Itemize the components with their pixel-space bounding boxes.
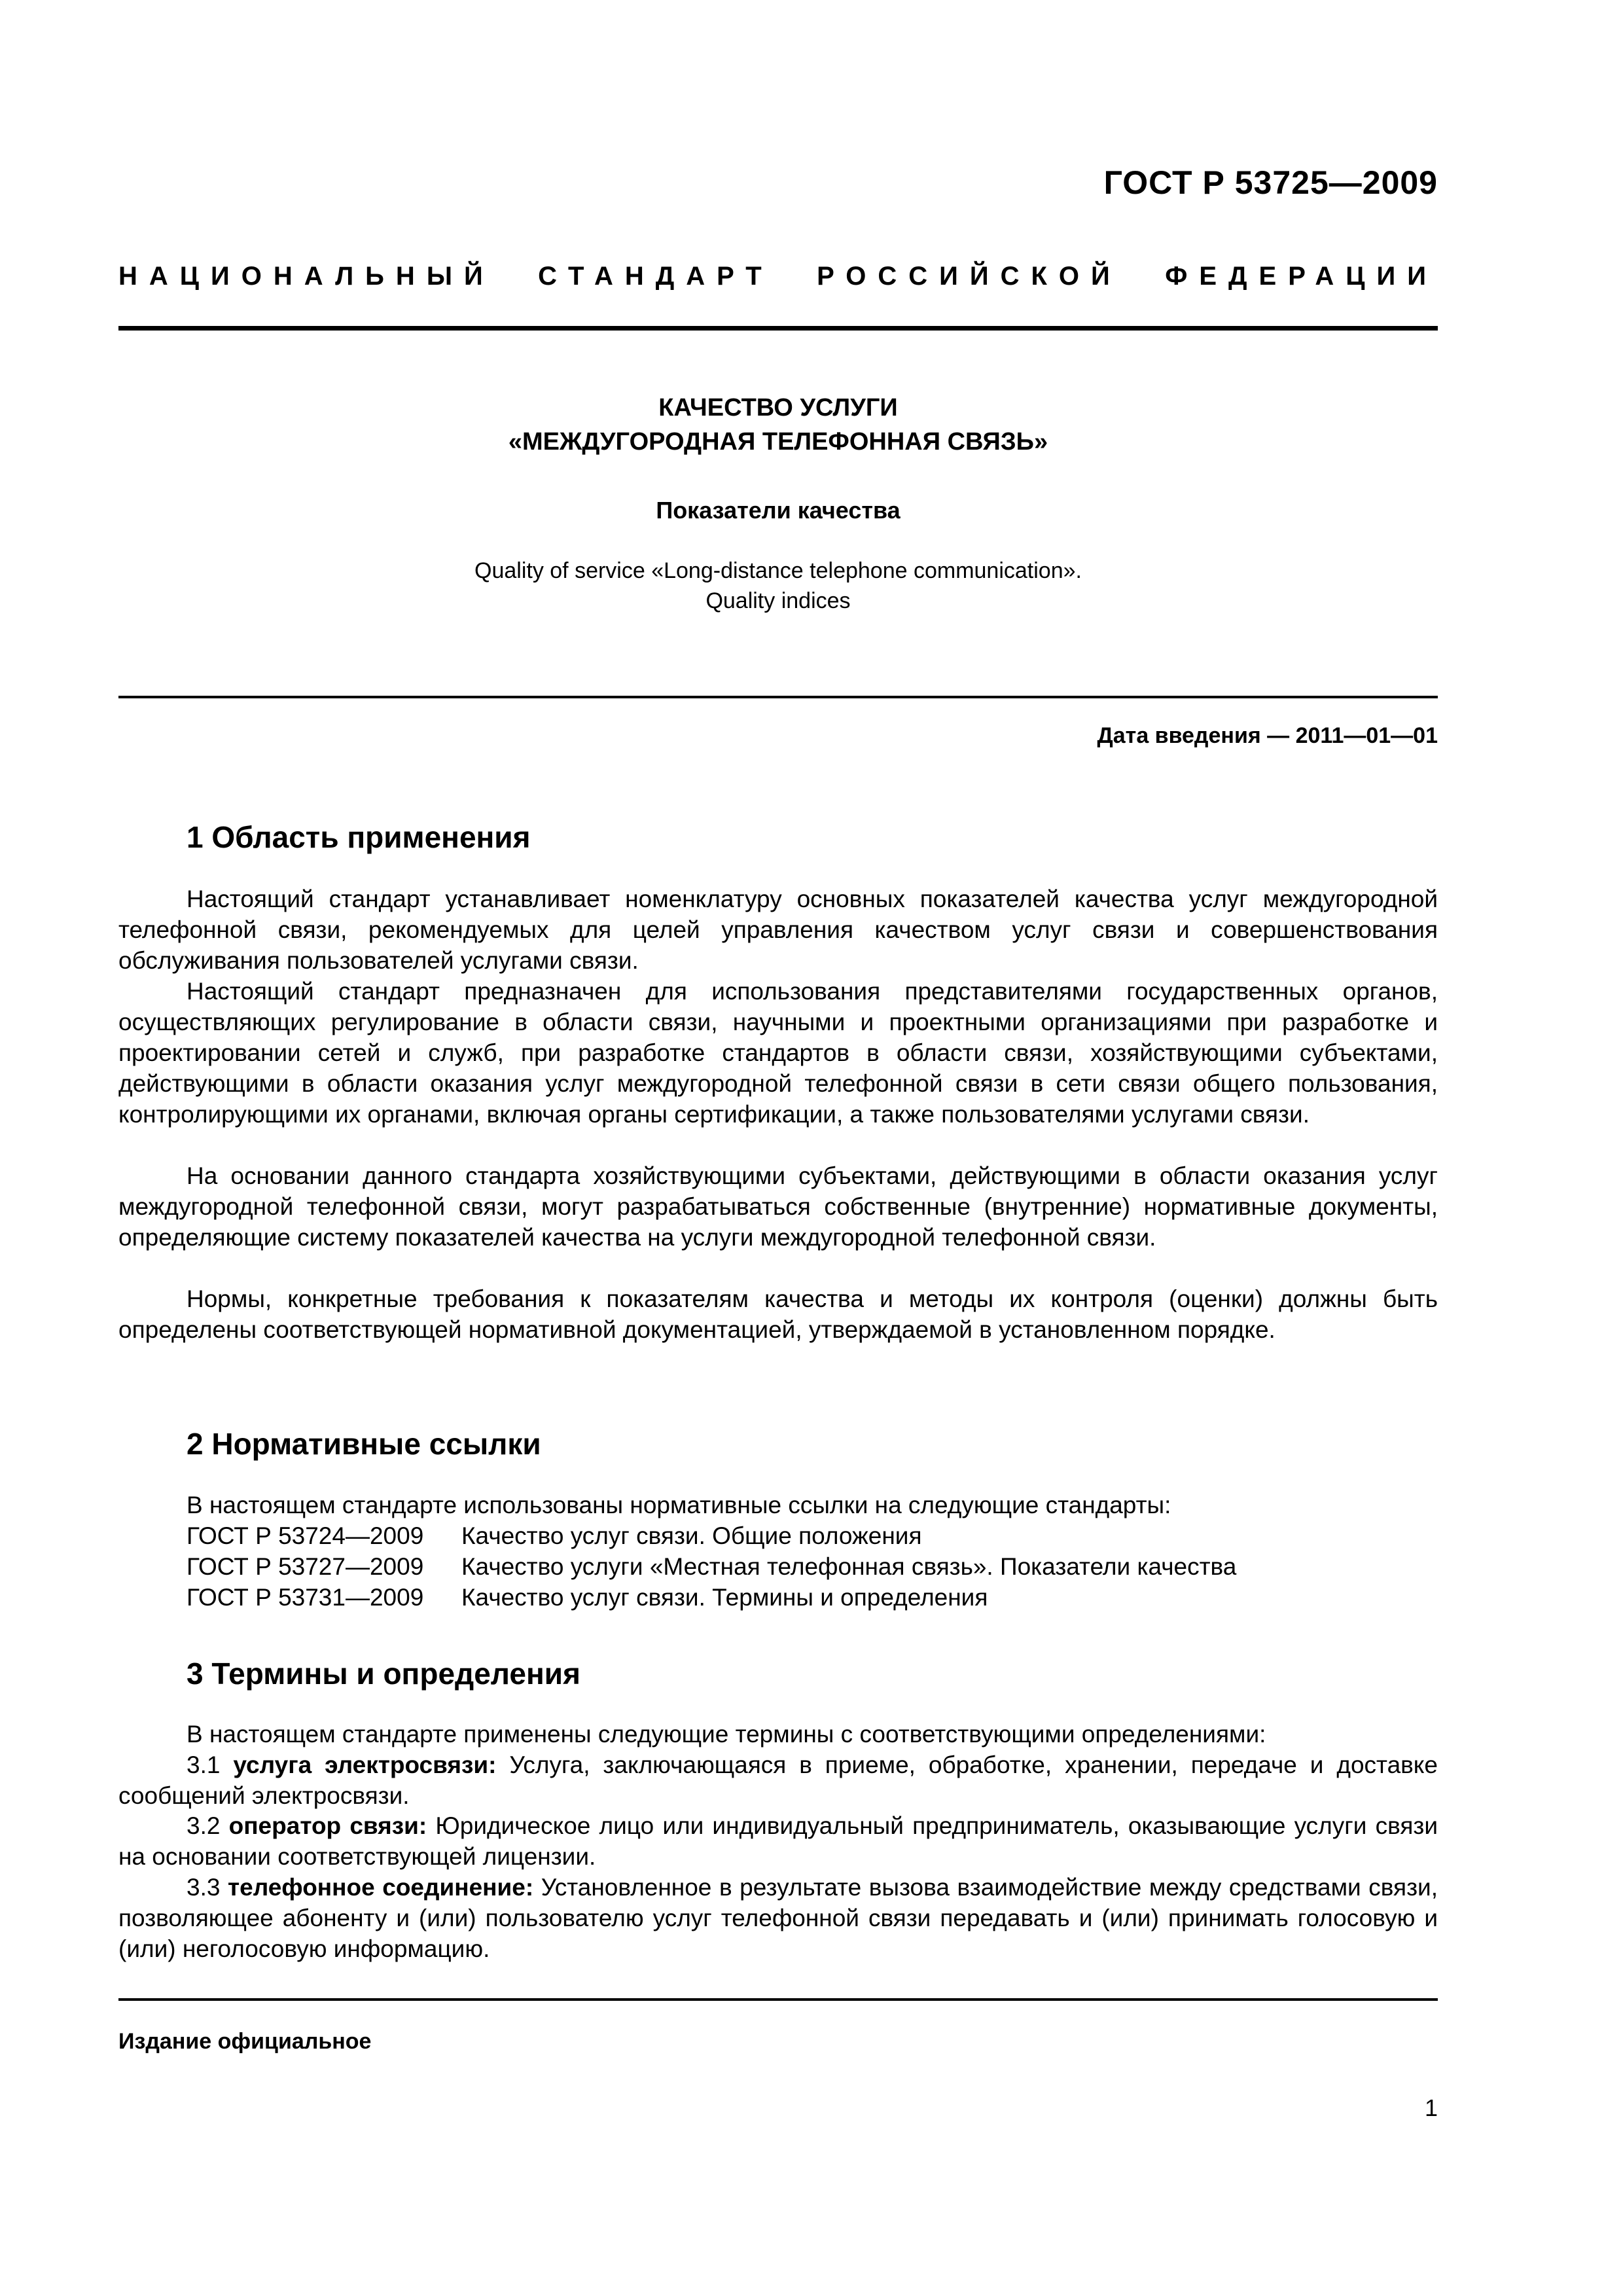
reference-title: Качество услуг связи. Термины и определения xyxy=(461,1584,988,1611)
footer-divider xyxy=(118,1998,1438,2001)
section-heading-normative-references: 2 Нормативные ссылки xyxy=(187,1427,541,1461)
reference-title: Качество услуг связи. Общие положения xyxy=(461,1522,922,1549)
national-word: ФЕДЕРАЦИИ xyxy=(1165,262,1438,291)
reference-code: ГОСТ Р 53724—2009 xyxy=(187,1522,424,1549)
references-intro: В настоящем стандарте использованы нормативные ссылки на следующие стандарты: xyxy=(187,1492,1171,1518)
term-number: 3.3 xyxy=(187,1874,228,1901)
section-heading-scope: 1 Область применения xyxy=(187,820,531,854)
scope-paragraph: На основании данного стандарта хозяйствующими субъектами, действующими в области оказания услуг междугородной телефонной связи, могут разрабатываться собственные (внутренние) нормативные документы, определяющие систему показателей качества на услуги междугородной телефонной связи. xyxy=(118,1162,1438,1251)
term-definition xyxy=(118,1749,1438,1811)
term-name: услуга электросвязи: xyxy=(233,1751,497,1778)
term-number: 3.1 xyxy=(187,1751,234,1778)
term-definition xyxy=(118,1810,1438,1872)
term-text: Юридическое лицо или индивидуальный предприниматель, оказывающие услуги связи на основании соответствующей лицензии. xyxy=(118,1812,1438,1870)
document-subtitle: Показатели качества xyxy=(656,497,901,524)
title-divider xyxy=(118,696,1438,698)
reference-code: ГОСТ Р 53727—2009 xyxy=(187,1553,424,1580)
term-name: телефонное соединение: xyxy=(228,1874,534,1901)
scope-paragraph: Настоящий стандарт предназначен для использования представителями государственных органов, осуществляющих регулирование в области связи, научными и проектными организациями при разработке и проектировании сетей и служб, при разработке стандартов в области связи, хозяйствующими субъектами, действующими в области оказания услуг междугородной телефонной связи в сети связи общего пользования, контролирующими их органами, включая органы сертификации, а также пользователями услугами связи. xyxy=(118,978,1438,1128)
english-title-line-1: Quality of service «Long-distance telephone communication». xyxy=(474,558,1082,583)
reference-item xyxy=(187,1582,988,1613)
english-title xyxy=(118,556,1438,616)
term-number: 3.2 xyxy=(187,1812,229,1839)
title-block xyxy=(118,391,1438,616)
term-text: Услуга, заключающаяся в приеме, обработке, хранении, передаче и доставке сообщений электросвязи. xyxy=(118,1751,1438,1809)
term-definition xyxy=(118,1872,1438,1964)
header-divider xyxy=(118,326,1438,331)
page-number: 1 xyxy=(1424,2094,1438,2121)
scope-paragraph: Нормы, конкретные требования к показателям качества и методы их контроля (оценки) должны быть определены соответствующей нормативной документацией, утверждаемой в установленном порядке. xyxy=(118,1285,1438,1343)
reference-code: ГОСТ Р 53731—2009 xyxy=(187,1584,424,1611)
scope-paragraph: Настоящий стандарт устанавливает номенклатуру основных показателей качества услуг междугородной телефонной связи, рекомендуемых для целей управления качеством услуг связи и совершенствования обслуживания пользователей услугами связи. xyxy=(118,886,1438,974)
document-title-line-2: «МЕЖДУГОРОДНАЯ ТЕЛЕФОННАЯ СВЯЗЬ» xyxy=(508,428,1048,456)
document-code: ГОСТ Р 53725—2009 xyxy=(1103,164,1438,201)
national-standard-title xyxy=(118,262,1438,291)
document-title-line-1: КАЧЕСТВО УСЛУГИ xyxy=(658,394,898,422)
national-word: СТАНДАРТ xyxy=(538,262,774,291)
national-word: РОССИЙСКОЙ xyxy=(817,262,1122,291)
section-heading-terms: 3 Термины и определения xyxy=(187,1657,580,1691)
national-word: НАЦИОНАЛЬНЫЙ xyxy=(118,262,495,291)
english-title-line-2: Quality indices xyxy=(705,588,851,613)
official-edition-label: Издание официальное xyxy=(118,2029,372,2054)
terms-intro: В настоящем стандарте применены следующие термины с соответствующими определениями: xyxy=(187,1721,1266,1748)
reference-item xyxy=(187,1551,1236,1582)
term-text: Установленное в результате вызова взаимодействие между средствами связи, позволяющее абоненту и (или) пользователю услуг телефонной связи передавать и (или) принимать голосовую и (или) неголосовую информацию. xyxy=(118,1874,1438,1962)
introduction-date: Дата введения — 2011—01—01 xyxy=(1097,723,1438,748)
reference-title: Качество услуги «Местная телефонная связь». Показатели качества xyxy=(461,1553,1237,1580)
reference-item xyxy=(187,1520,922,1551)
term-name: оператор связи: xyxy=(228,1812,427,1839)
